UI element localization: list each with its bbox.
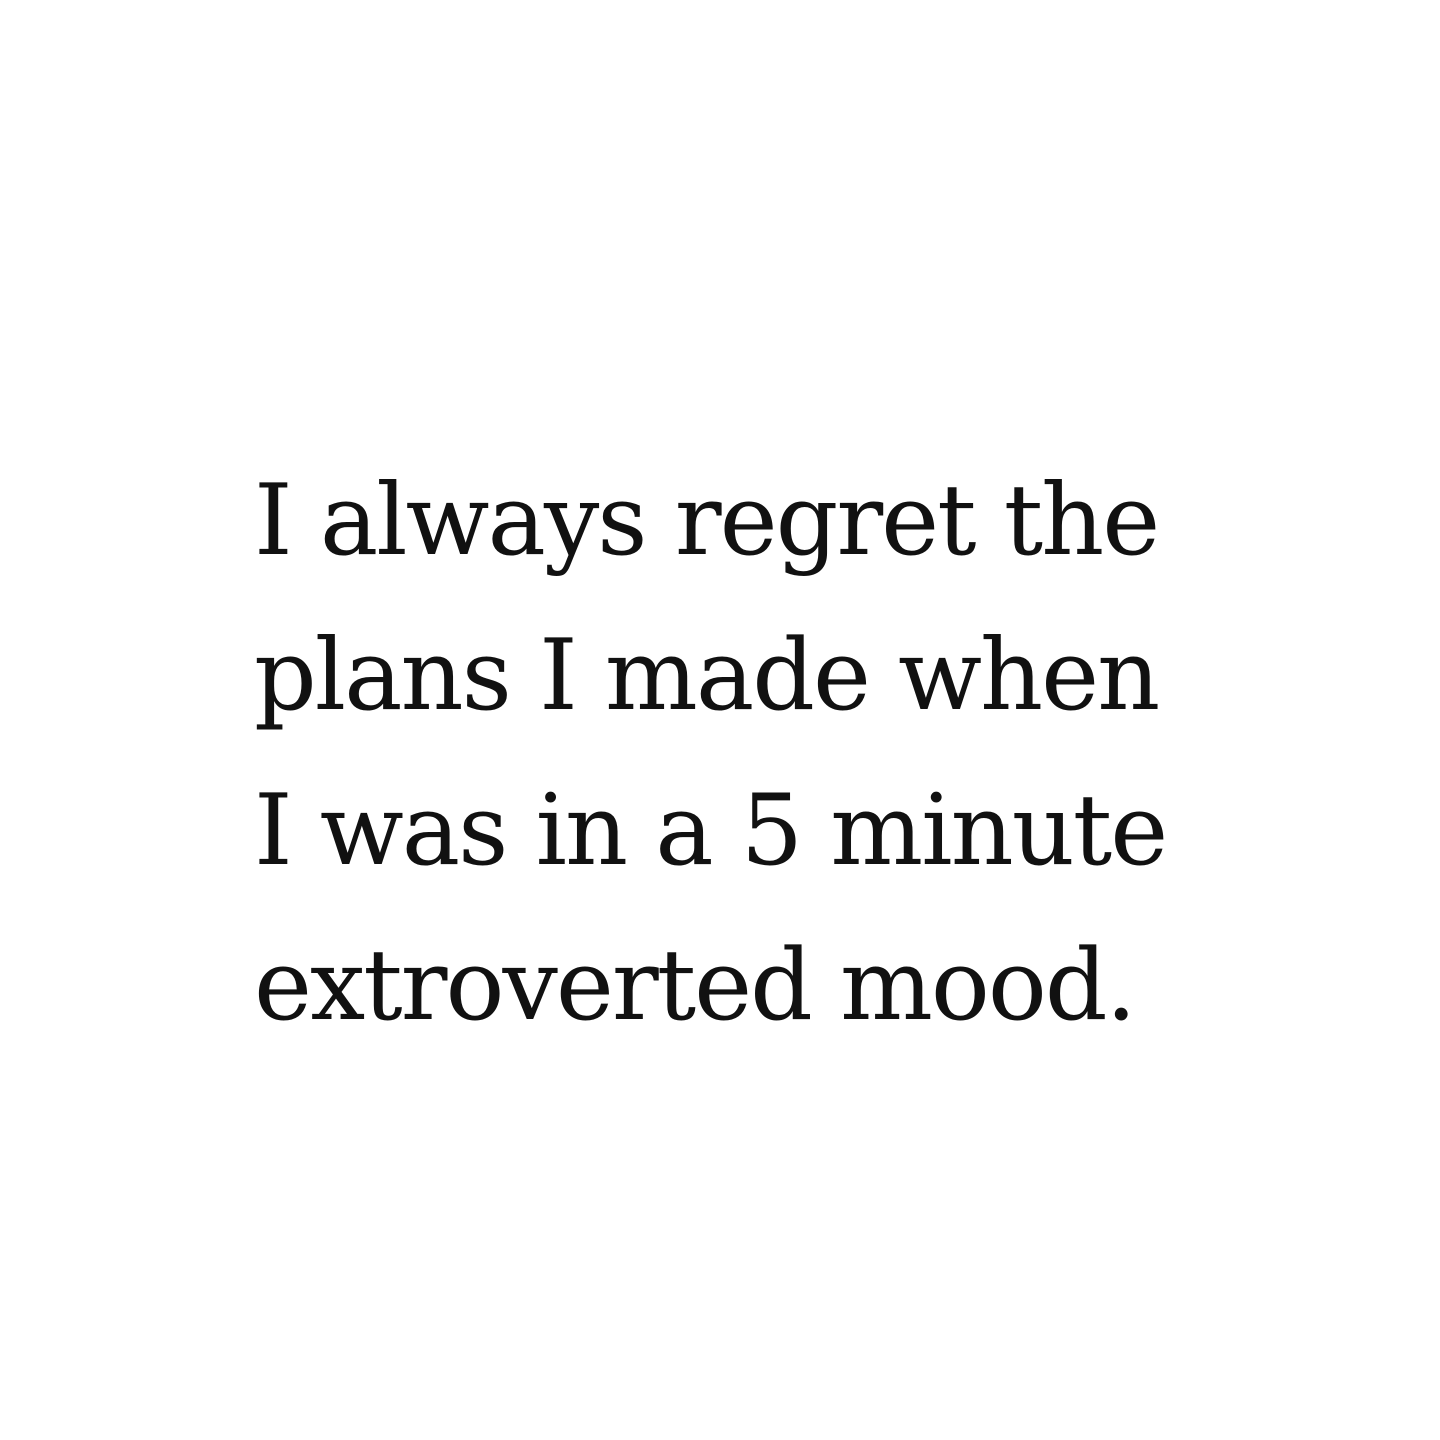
quote-line-1: I always regret the xyxy=(254,464,1159,578)
quote-line-2: plans I made when xyxy=(254,619,1159,733)
quote-text xyxy=(254,444,1166,1064)
quote-line-4: extroverted mood. xyxy=(254,929,1135,1043)
quote-line-3: I was in a 5 minute xyxy=(254,774,1167,888)
